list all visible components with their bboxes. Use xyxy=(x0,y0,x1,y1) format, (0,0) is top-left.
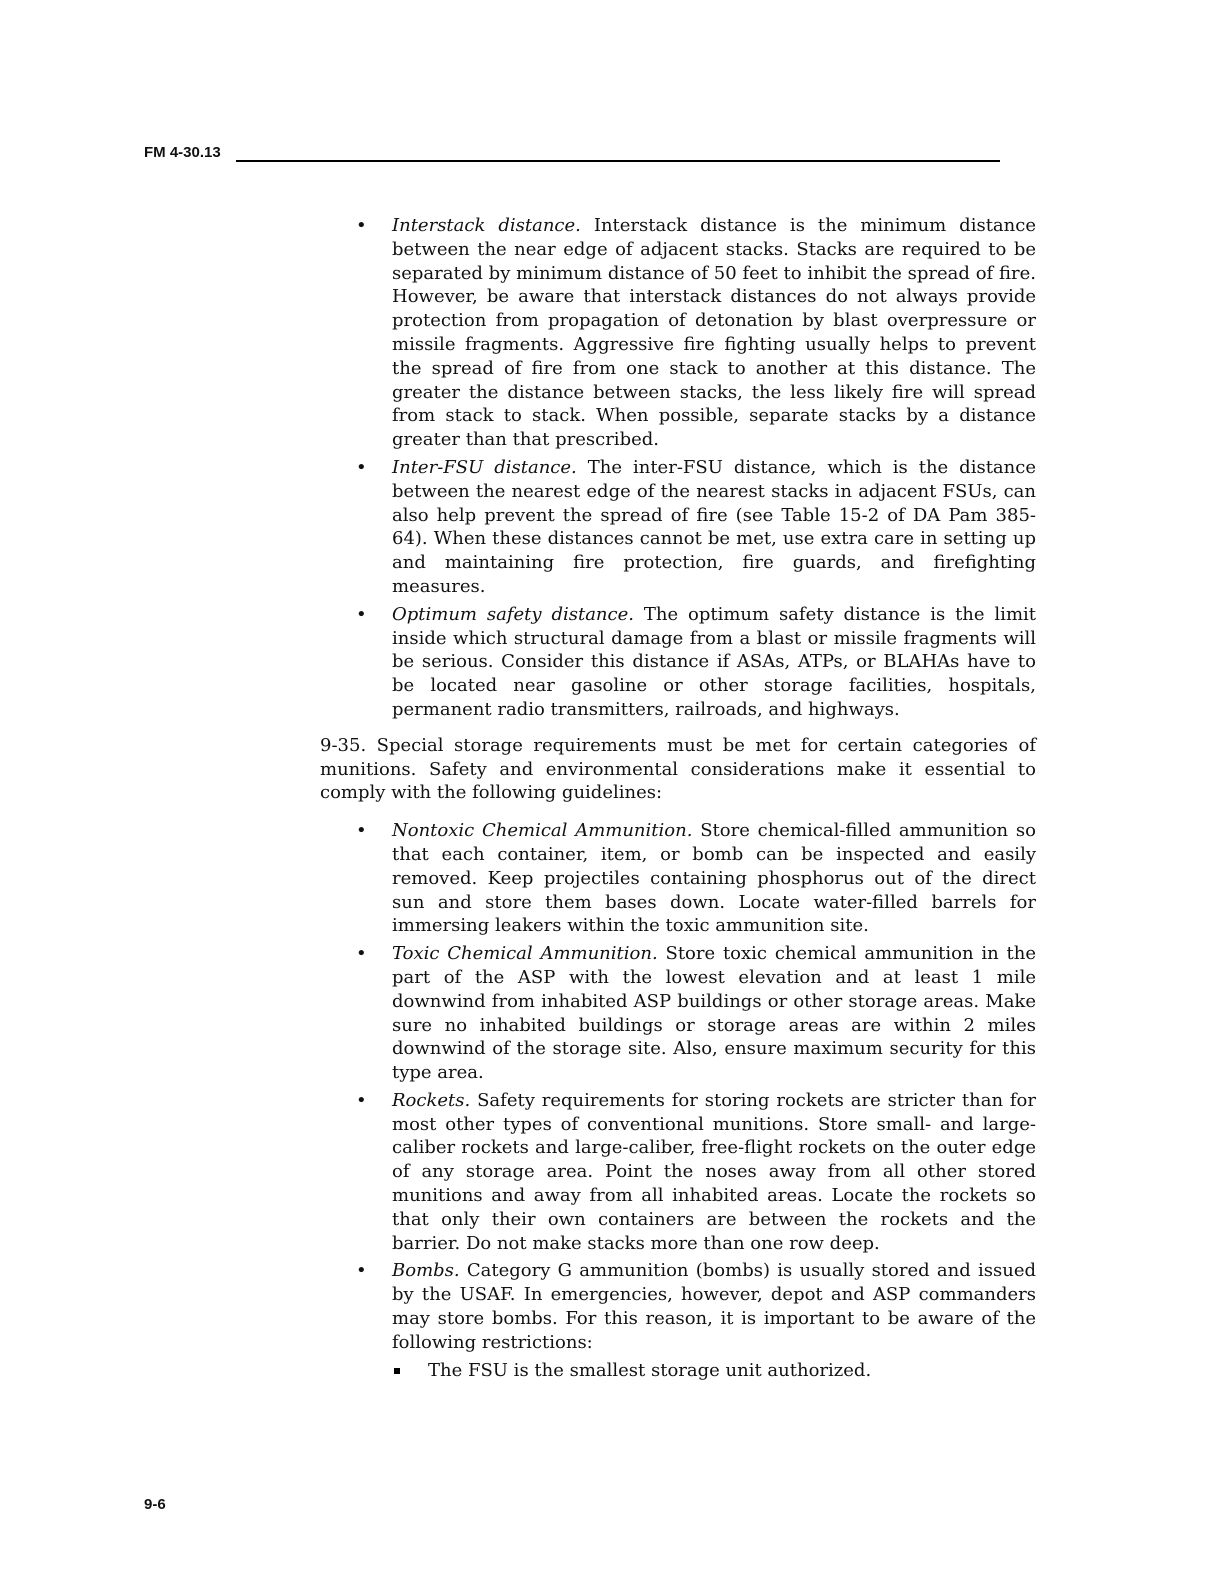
bullet-icon: • xyxy=(356,1260,367,1282)
bomb-restrictions-list xyxy=(392,1359,1036,1383)
bullet-term: Toxic Chemical Ammunition. xyxy=(392,943,658,965)
running-header xyxy=(144,142,1000,164)
sub-bullet-fsu-smallest-unit xyxy=(428,1359,1036,1383)
bullet-icon: • xyxy=(356,820,367,842)
bullet-term: Interstack distance. xyxy=(392,215,581,236)
bullet-interstack-distance xyxy=(356,214,1036,452)
bullet-term: Optimum safety distance. xyxy=(392,603,634,625)
bullet-icon: • xyxy=(356,456,367,478)
bullet-text: Safety requirements for storing rockets are stricter than for most other types of conventional munitions. Store small- and large-caliber rockets and large-caliber, free-flight rockets on the outer edge of any storage area. Point the noses away from all other stored munitions and away from all inhabited areas. Locate the rockets so that only their own containers are between the rockets and the barrier. Do not make stacks more than one row deep. xyxy=(392,1089,1036,1254)
bullet-term: Bombs. xyxy=(392,1260,460,1282)
paragraph-9-35: 9-35. Special storage requirements must be met for certain categories of munitions. Safety and environmental considerations make it essential to comply with the following guidelines: xyxy=(320,734,1036,804)
document-id: FM 4-30.13 xyxy=(144,144,221,161)
bullet-rockets xyxy=(356,1089,1036,1256)
bullet-inter-fsu-distance xyxy=(356,456,1036,599)
bullet-text: Category G ammunition (bombs) is usually stored and issued by the USAF. In emergencies, however, depot and ASP commanders may store bombs. For this reason, it is important to be aware of the following restrictions: xyxy=(392,1260,1036,1353)
bullet-text: Store toxic chemical ammunition in the part of the ASP with the lowest elevation and at least 1 mile downwind from inhabited ASP buildings or other storage areas. Make sure no inhabited buildings or storage areas are within 2 miles downwind of the storage site. Also, ensure maximum security for this type area. xyxy=(392,943,1037,1084)
page-number: 9-6 xyxy=(144,1496,166,1513)
bullet-icon: • xyxy=(356,943,367,965)
bullet-nontoxic-chemical-ammunition xyxy=(356,819,1036,938)
header-rule xyxy=(236,160,1000,162)
bullet-text: The inter-FSU distance, which is the distance between the nearest edge of the nearest stacks in adjacent FSUs, can also help prevent the spread of fire (see Table 15-2 of DA Pam 385-64). When these distances cannot be met, use extra care in setting up and maintaining fire protection, fire guards, and firefighting measures. xyxy=(392,456,1036,597)
bullet-text: Store chemical-filled ammunition so that each container, item, or bomb can be inspected and easily removed. Keep projectiles containing phosphorus out of the direct sun and store them bases down. Locate water-filled barrels for immersing leakers within the toxic ammunition site. xyxy=(392,820,1036,937)
bullet-term: Nontoxic Chemical Ammunition. xyxy=(392,820,693,842)
bullet-bombs xyxy=(356,1259,1036,1382)
bullet-term: Inter-FSU distance. xyxy=(392,456,577,478)
bullet-icon: • xyxy=(356,603,367,625)
bullet-icon: • xyxy=(356,215,367,236)
sub-bullet-text: The FSU is the smallest storage unit authorized. xyxy=(428,1359,872,1381)
bullet-toxic-chemical-ammunition xyxy=(356,942,1037,1085)
distance-bullet-list xyxy=(320,214,1036,722)
page-body xyxy=(320,214,1036,1386)
bullet-optimum-safety-distance xyxy=(356,603,1036,722)
bullet-icon: • xyxy=(356,1089,367,1111)
storage-guideline-list xyxy=(320,819,1036,1382)
square-bullet-icon xyxy=(394,1368,400,1374)
bullet-text: The optimum safety distance is the limit inside which structural damage from a blast or missile fragments will be serious. Consider this distance if ASAs, ATPs, or BLAHAs have to be located near gasoline or other storage facilities, hospitals, permanent radio transmitters, railroads, and highways. xyxy=(392,603,1036,720)
bullet-term: Rockets. xyxy=(392,1089,471,1111)
bullet-text: Interstack distance is the minimum distance between the near edge of adjacent stacks. Stacks are required to be separated by minimum distance of 50 feet to inhibit the spread of fire. However, be aware that interstack distances do not always provide protection from propagation of detonation by blast overpressure or missile fragments. Aggressive fire fighting usually helps to prevent the spread of fire from one stack to another at this distance. The greater the distance between stacks, the less likely fire will spread from stack to stack. When possible, separate stacks by a distance greater than that prescribed. xyxy=(392,215,1036,451)
